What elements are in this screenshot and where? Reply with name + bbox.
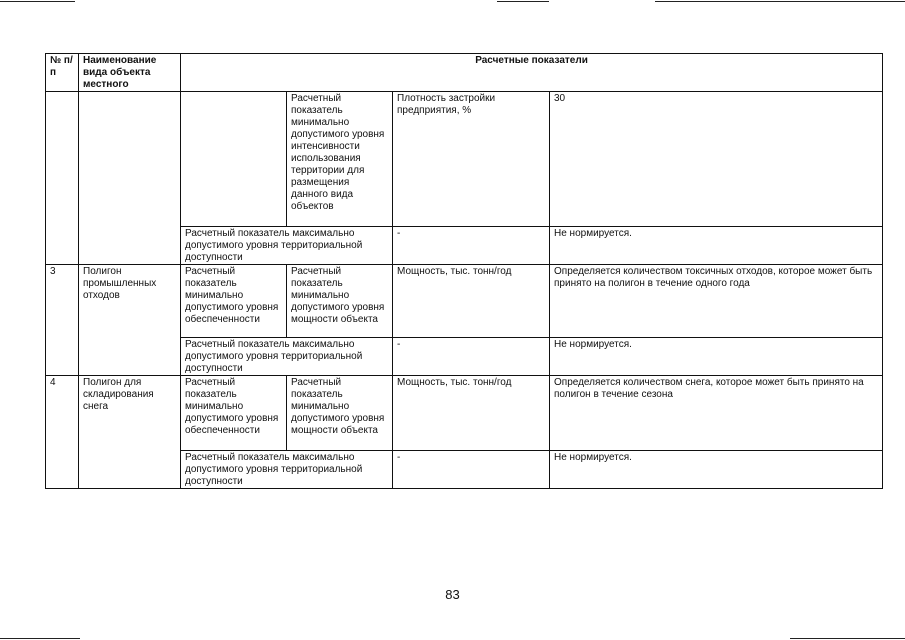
indicator-b-cell: Расчетный показатель минимально допустимого уровня мощности объекта: [287, 376, 393, 451]
value-cell: 30: [550, 92, 883, 227]
parameter-cell: -: [393, 227, 550, 265]
indicator-cell: Расчетный показатель максимально допустимого уровня территориальной доступности: [181, 338, 393, 376]
indicator-cell: Расчетный показатель максимально допустимого уровня территориальной доступности: [181, 227, 393, 265]
bottom-scan-line-right: [790, 638, 905, 639]
object-name-cell: [79, 92, 181, 265]
parameter-cell: -: [393, 451, 550, 489]
row-number-cell: 4: [46, 376, 79, 489]
page-number: 83: [445, 587, 460, 602]
bottom-scan-line-left: [0, 638, 80, 639]
table-row: [46, 92, 883, 227]
indicator-cell: Расчетный показатель максимально допустимого уровня территориальной доступности: [181, 451, 393, 489]
header-object-name: Наименование вида объекта местного: [79, 54, 181, 92]
table-row: [46, 376, 883, 451]
table-header-row: [46, 54, 883, 92]
object-name-cell: Полигон для складирования снега: [79, 376, 181, 489]
value-cell: Определяется количеством токсичных отходов, которое может быть принято на полигон в течение одного года: [550, 265, 883, 338]
value-cell: Определяется количеством снега, которое может быть принято на полигон в течение сезона: [550, 376, 883, 451]
table-row: [46, 265, 883, 338]
object-name-cell: Полигон промышленных отходов: [79, 265, 181, 376]
top-scan-line-right: [655, 1, 905, 2]
value-cell: Не нормируется.: [550, 451, 883, 489]
top-scan-line-left: [0, 1, 75, 2]
top-scan-line-mid: [497, 1, 549, 2]
parameter-cell: -: [393, 338, 550, 376]
header-number: № п/п: [46, 54, 79, 92]
header-indicators: Расчетные показатели: [181, 54, 883, 92]
value-cell: Не нормируется.: [550, 338, 883, 376]
value-cell: Не нормируется.: [550, 227, 883, 265]
parameter-cell: Мощность, тыс. тонн/год: [393, 265, 550, 338]
indicator-a-cell: [181, 92, 287, 227]
row-number-cell: [46, 92, 79, 265]
parameter-cell: Плотность застройки предприятия, %: [393, 92, 550, 227]
indicator-a-cell: Расчетный показатель минимально допустимого уровня обеспеченности: [181, 376, 287, 451]
indicators-table: [45, 53, 883, 489]
parameter-cell: Мощность, тыс. тонн/год: [393, 376, 550, 451]
indicator-b-cell: Расчетный показатель минимально допустимого уровня мощности объекта: [287, 265, 393, 338]
row-number-cell: 3: [46, 265, 79, 376]
indicator-b-cell: Расчетный показатель минимально допустимого уровня интенсивности использования территории для размещения данного вида объектов: [287, 92, 393, 227]
indicator-a-cell: Расчетный показатель минимально допустимого уровня обеспеченности: [181, 265, 287, 338]
